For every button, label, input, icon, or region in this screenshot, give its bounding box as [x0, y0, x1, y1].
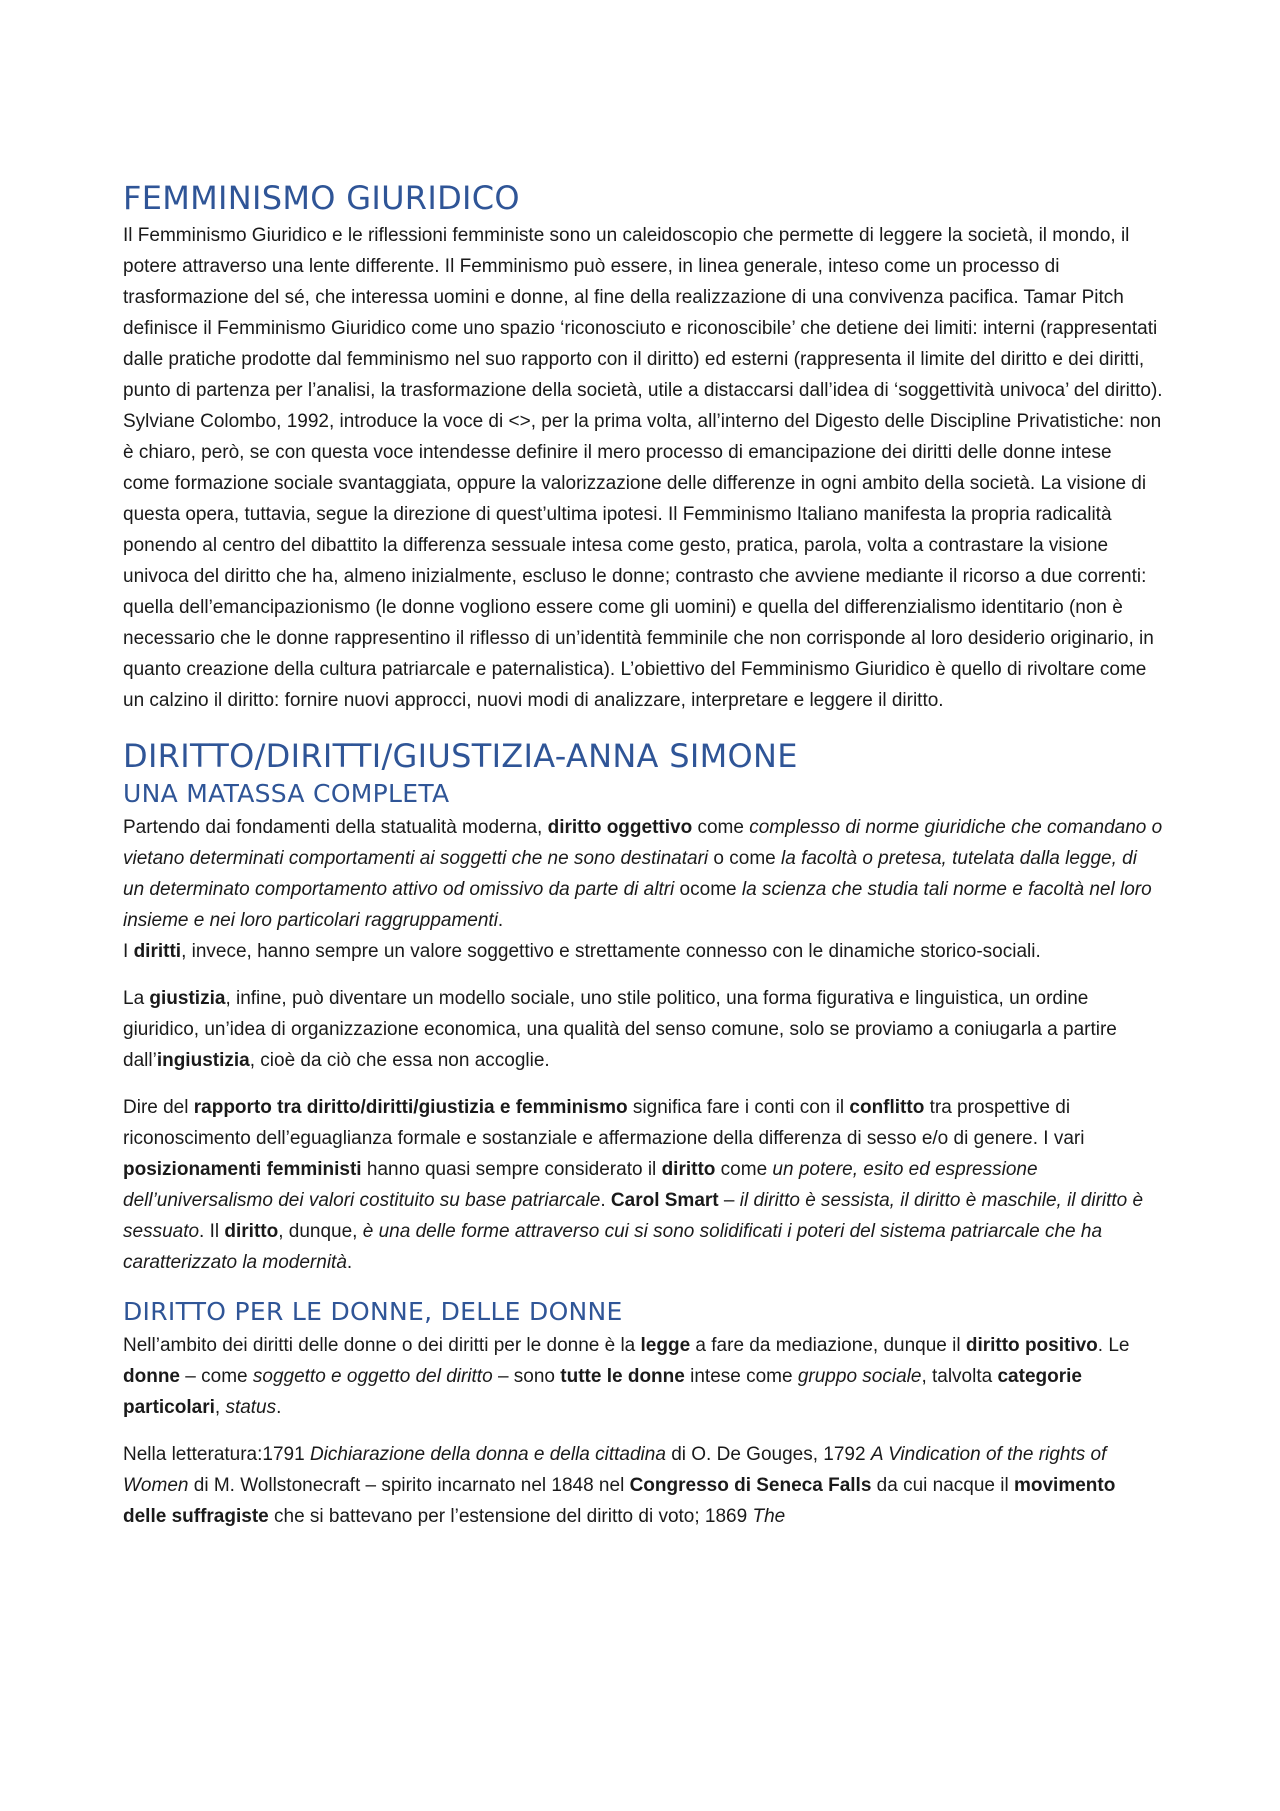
paragraph-diritto-oggettivo: Partendo dai fondamenti della statualità moderna, diritto oggettivo come complesso di norme giuridiche che comandano o vietano determinati comportamenti ai soggetti che ne sono destinatari o come la facoltà o pretesa, tutelata dalla legge, di un determinato comportamento attivo od omissivo da parte di altri ocome la scienza che studia tali norme e facoltà nel loro insieme e nei loro particolari raggruppamenti. I diritti, invece, hanno sempre un valore soggettivo e strettamente connesso con le dinamiche storico-sociali. [123, 817, 1163, 962]
document-page [123, 178, 1163, 1532]
paragraph-rapporto-femminismo: Dire del rapporto tra diritto/diritti/giustizia e femminismo significa fare i conti con il conflitto tra prospettive di riconoscimento dell’eguaglianza formale e sostanziale e affermazione della differenza di sesso e/o di genere. I vari posizionamenti femministi hanno quasi sempre considerato il diritto come un potere, esito ed espressione dell’universalismo dei valori costituito su base patriarcale. Carol Smart – il diritto è sessista, il diritto è maschile, il diritto è sessuato. Il diritto, dunque, è una delle forme attraverso cui si sono solidificati i poteri del sistema patriarcale che ha caratterizzato la modernità. [123, 1097, 1144, 1273]
paragraph-diritti-donne: Nell’ambito dei diritti delle donne o dei diritti per le donne è la legge a fare da mediazione, dunque il diritto positivo. Le donne – come soggetto e oggetto del diritto – sono tutte le donne intese come gruppo sociale, talvolta categorie particolari, status. [123, 1335, 1130, 1418]
paragraph-femminismo-giuridico: Il Femminismo Giuridico e le riflessioni femministe sono un caleidoscopio che permette di leggere la società, il mondo, il potere attraverso una lente differente. Il Femminismo può essere, in linea generale, inteso come un processo di trasformazione del sé, che interessa uomini e donne, al fine della realizzazione di una convivenza pacifica. Tamar Pitch definisce il Femminismo Giuridico come uno spazio ‘riconosciuto e riconoscibile’ che detiene dei limiti: interni (rappresentati dalle pratiche prodotte dal femminismo nel suo rapporto con il diritto) ed esterni (rappresenta il limite del diritto e dei diritti, punto di partenza per l’analisi, la trasformazione della società, utile a distaccarsi dall’idea di ‘soggettività univoca’ del diritto). Sylviane Colombo, 1992, introduce la voce di <>, per la prima volta, all’interno del Digesto delle Discipline Privatistiche: non è chiaro, però, se con questa voce intendesse definire il mero processo di emancipazione dei diritti delle donne intese come formazione sociale svantaggiata, oppure la valorizzazione delle differenze in ogni ambito della società. La visione di questa opera, tuttavia, segue la direzione di quest’ultima ipotesi. Il Femminismo Italiano manifesta la propria radicalità ponendo al centro del dibattito la differenza sessuale intesa come gesto, pratica, parola, volta a contrastare la visione univoca del diritto che ha, almeno inizialmente, escluso le donne; contrasto che avviene mediante il ricorso a due correnti: quella dell’emancipazionismo (le donne vogliono essere come gli uomini) e quella del differenzialismo identitario (non è necessario che le donne rappresentino il riflesso di un’identità femminile che non corrisponde al loro desiderio originario, in quanto creazione della cultura patriarcale e paternalistica). L’obiettivo del Femminismo Giuridico è quello di rivoltare come un calzino il diritto: fornire nuovi approcci, nuovi modi di analizzare, interpretare e leggere il diritto. [123, 225, 1163, 711]
subsection-title-matassa: UNA MATASSA COMPLETA [123, 779, 450, 808]
section-title-femminismo-giuridico: FEMMINISMO GIURIDICO [123, 179, 520, 217]
subsection-title-diritto-per-le-donne: DIRITTO PER LE DONNE, DELLE DONNE [123, 1297, 623, 1326]
paragraph-giustizia: La giustizia, infine, può diventare un modello sociale, uno stile politico, una forma figurativa e linguistica, un ordine giuridico, un’idea di organizzazione economica, una qualità del senso comune, solo se proviamo a coniugarla a partire dall’ingiustizia, cioè da ciò che essa non accoglie. [123, 988, 1117, 1071]
paragraph-letteratura: Nella letteratura:1791 Dichiarazione della donna e della cittadina di O. De Gouges, 1792 A Vindication of the rights of Women di M. Wollstonecraft – spirito incarnato nel 1848 nel Congresso di Seneca Falls da cui nacque il movimento delle suffragiste che si battevano per l’estensione del diritto di voto; 1869 The [123, 1444, 1116, 1527]
section-title-diritto-diritti-giustizia: DIRITTO/DIRITTI/GIUSTIZIA-ANNA SIMONE [123, 737, 798, 775]
